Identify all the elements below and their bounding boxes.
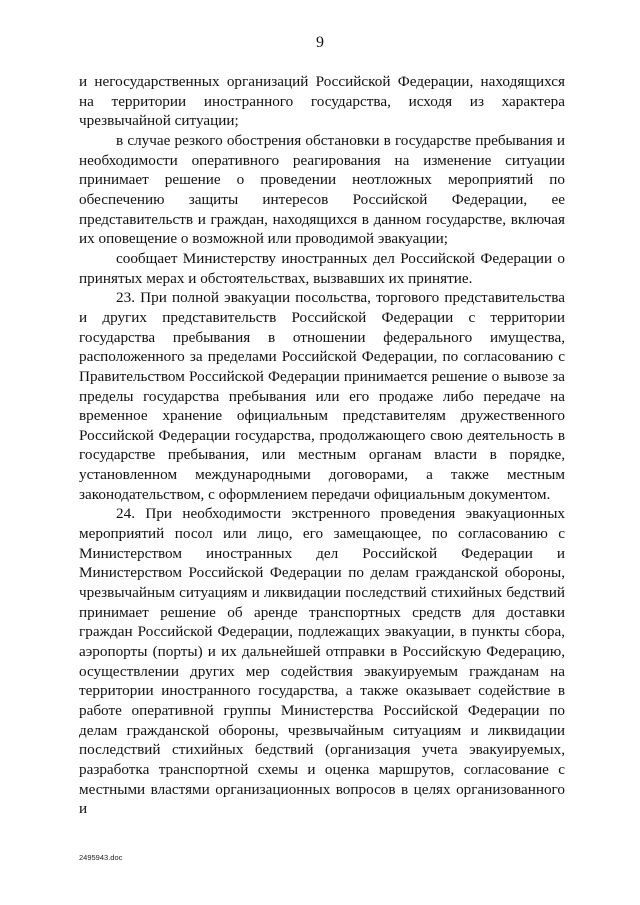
file-name-footer: 2495943.doc [79, 853, 123, 862]
paragraph: сообщает Министерству иностранных дел Российской Федерации о принятых мерах и обстоятельствах, вызвавших их принятие. [79, 249, 565, 287]
document-body [79, 72, 565, 819]
page-number: 9 [316, 34, 324, 51]
paragraph-item-23: 23. При полной эвакуации посольства, торгового представительства и других представительств Российской Федерации с территории государства пребывания в отношении федерального имущества, расположенного за пределами Российской Федерации, по согласованию с Правительством Российской Федерации принимается решение о вывозе за пределы государства пребывания или его продаже либо передаче на временное хранение официальным представителям дружественного Российской Федерации государства, продолжающего свою деятельность в государстве пребывания, или местным органам власти в порядке, установленном международными договорами, а также местным законодательством, с оформлением передачи официальным документом. [79, 289, 565, 503]
paragraph-item-24: 24. При необходимости экстренного проведения эвакуационных мероприятий посол или лицо, его замещающее, по согласованию с Министерством иностранных дел Российской Федерации и Министерством Российской Федерации по делам гражданской обороны, чрезвычайным ситуациям и ликвидации последствий стихийных бедствий принимает решение об аренде транспортных средств для доставки граждан Российской Федерации, подлежащих эвакуации, в пункты сбора, аэропорты (порты) и их дальнейшей отправки в Российскую Федерацию, осуществлении других мер содействия эвакуируемым гражданам на территории иностранного государства, а также оказывает содействие в работе оперативной группы Министерства Российской Федерации по делам гражданской обороны, чрезвычайным ситуациям и ликвидации последствий стихийных бедствий (организация учета эвакуируемых, разработка транспортной схемы и оценка маршрутов, согласование с местными властями организационных вопросов в целях организованного и [79, 505, 565, 818]
paragraph: в случае резкого обострения обстановки в государстве пребывания и необходимости оперативного реагирования на изменение ситуации принимает решение о проведении неотложных мероприятий по обеспечению защиты интересов Российской Федерации, ее представительств и граждан, находящихся в данном государстве, включая их оповещение о возможной или проводимой эвакуации; [79, 131, 565, 248]
paragraph-continuation: и негосударственных организаций Российской Федерации, находящихся на территории иностранного государства, исходя из характера чрезвычайной ситуации; [79, 73, 565, 130]
